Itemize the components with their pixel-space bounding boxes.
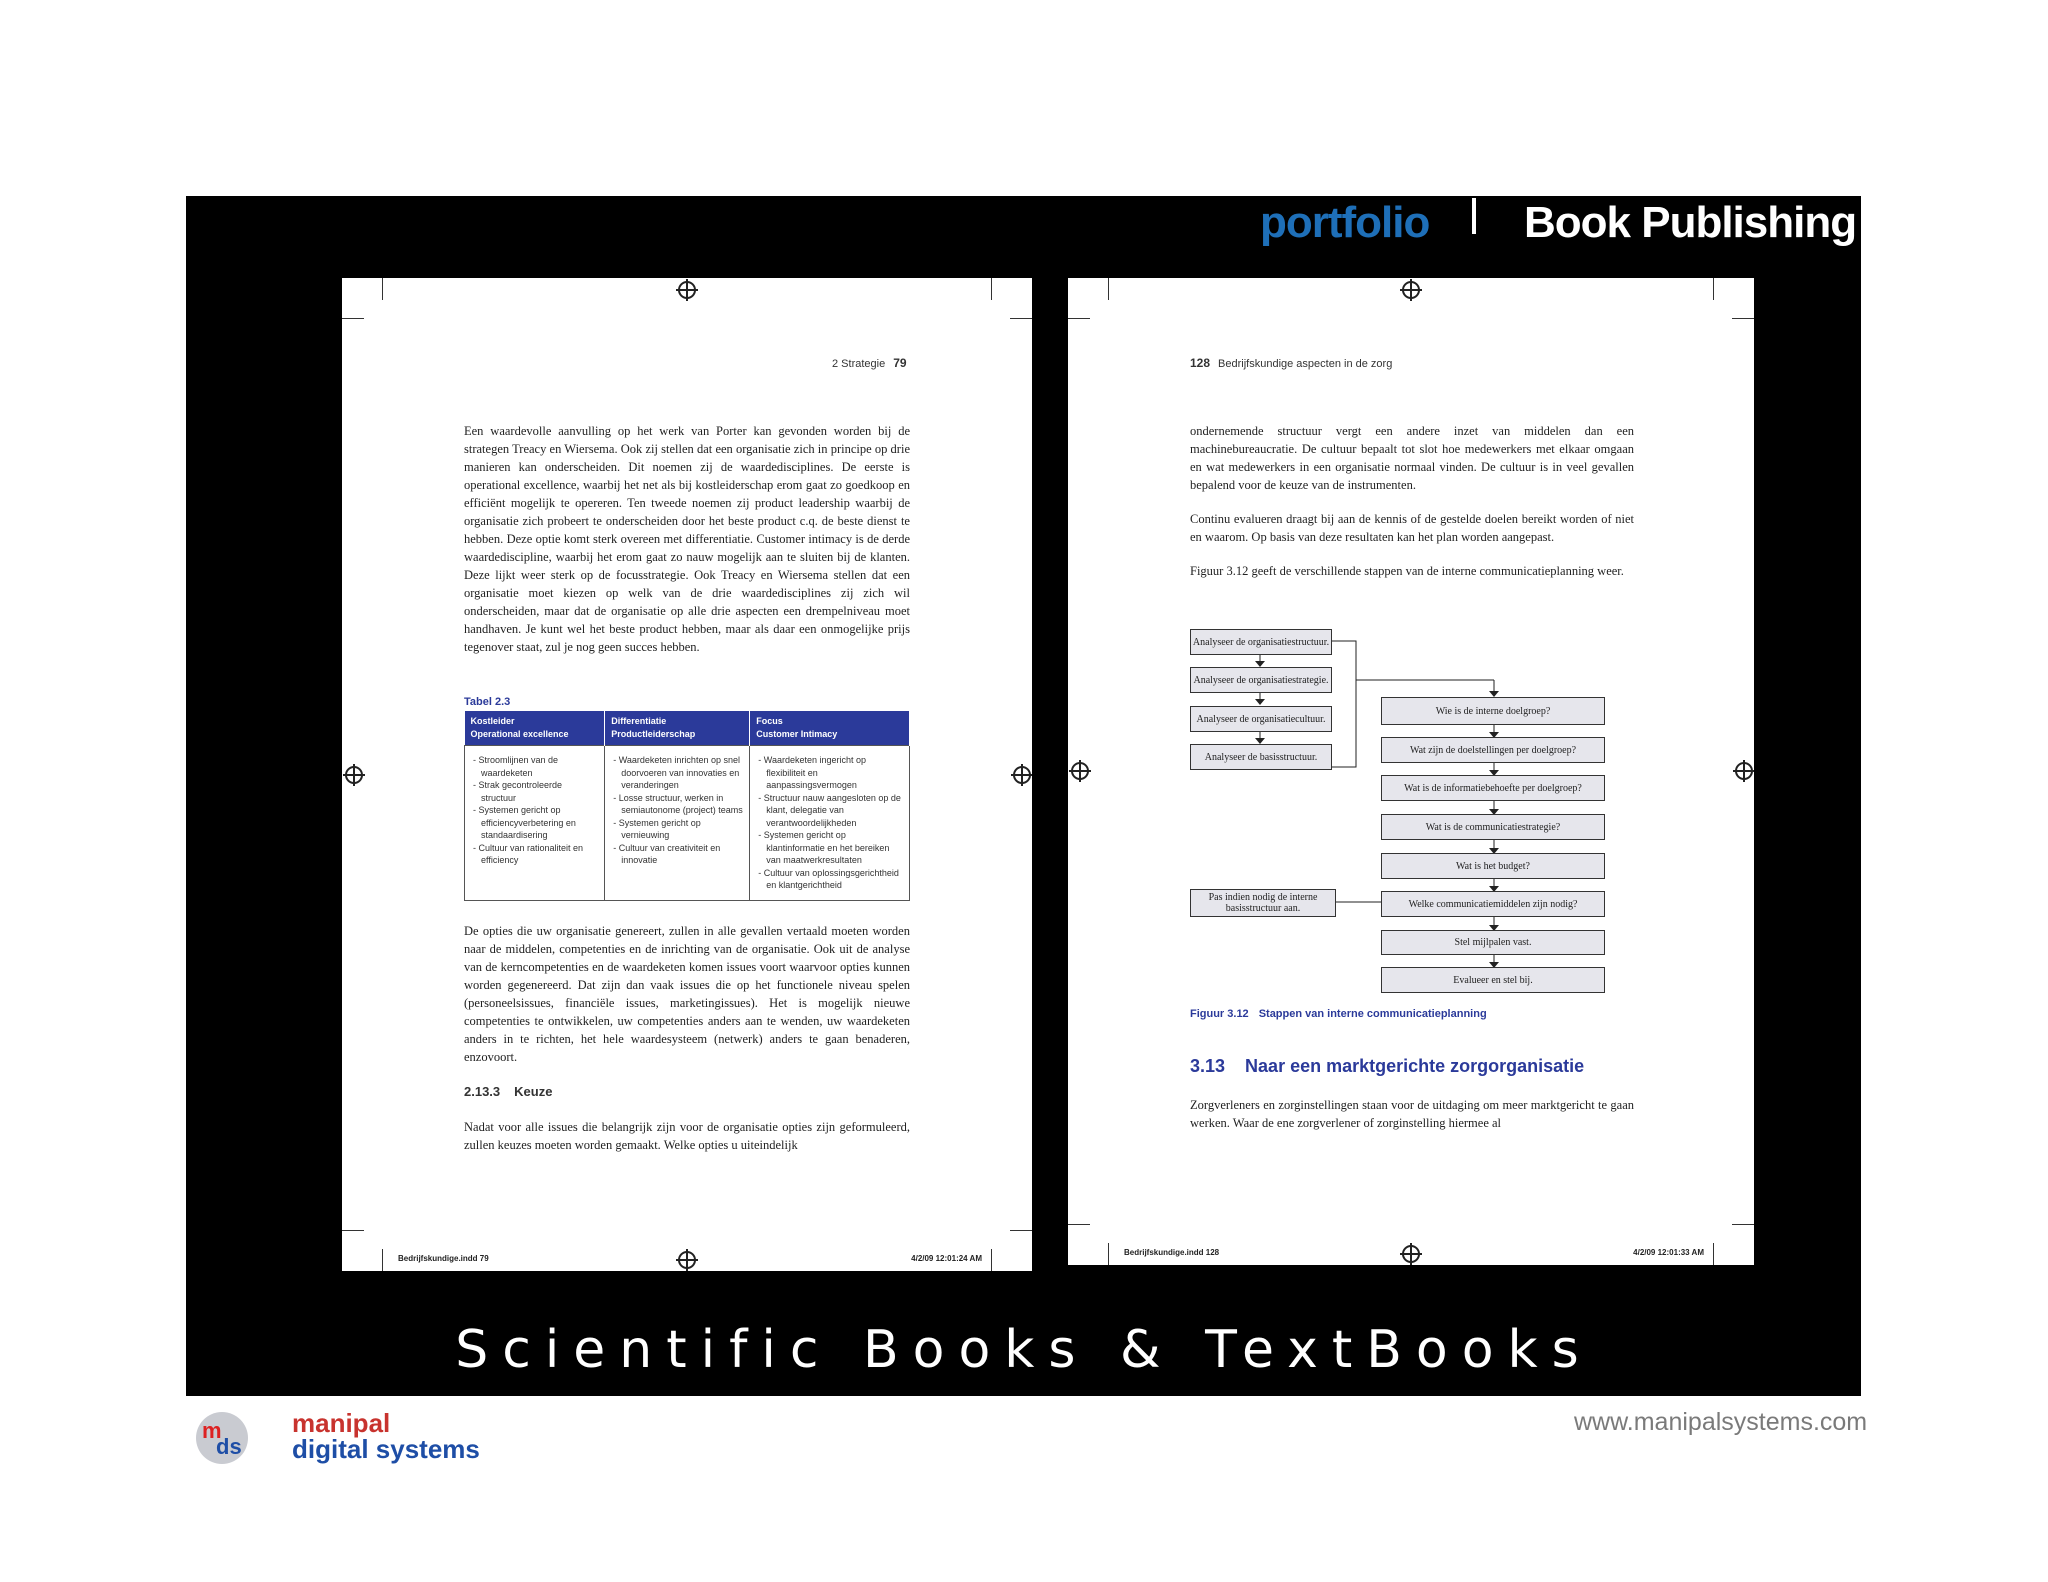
right-book-page (1068, 278, 1754, 1265)
portfolio-label: portfolio (1260, 198, 1430, 247)
print-slug: Bedrijfskundige.indd 128 (1124, 1248, 1220, 1257)
table-cell: - Waardeketen inrichten op snel doorvoeren van innovaties en veranderingen - Losse structuur, werken in semiautonome (project) teams - Systemen gericht op vernieuwing - Cultuur van creativiteit en innovatie (605, 746, 750, 901)
table-cell: - Waardeketen ingericht op flexibiliteit en aanpassingsvermogen - Structuur nauw aangesloten op de klant, delegatie van verantwoordelijkheden - Systemen gericht op klantinformatie en het bereiken van maatwerkresultaten - Cultuur van oplossingsgerichtheid en klantgerichtheid (750, 746, 910, 901)
flow-step-box: Wat is het budget? (1381, 853, 1605, 879)
header-divider (1472, 198, 1476, 234)
footer-tagline: Scientific Books & TextBooks (455, 1320, 1593, 1380)
flow-step-box: Stel mijlpalen vast. (1381, 930, 1605, 955)
body-paragraph: Een waardevolle aanvulling op het werk van Porter kan gevonden worden bij de strategen Treacy en Wiersema. Ook zij stellen dat een organisatie zich in principe op drie manieren kan onderscheiden. Dit noemen zij de waardedisciplines. De eerste is operational excellence, waarbij het net als bij kostleiderschap erom gaat zo goedkoop en efficiënt mogelijk te opereren. Ten tweede noemen zij product leadership waarbij de organisatie zich probeert te onderscheiden door het beste product c.q. de beste dienst te hebben. Deze optie komt sterk overeen met differentiatie. Customer intimacy is de derde waardediscipline, waarbij het erom gaat zo nauw mogelijk aan te sluiten bij de klanten. Deze lijkt weer sterk op de focusstrategie. Ook Treacy en Wiersema stellen dat een organisatie moet kiezen op welk van de drie waardedisciplines zij zich wil onderscheiden, maar dat de organisatie op alle drie aspecten een drempelniveau moet handhaven. Je kunt wel het beste product hebben, maar als daar een onmogelijke prijs tegenover staat, zul je nog geen succes hebben. (464, 424, 910, 654)
manipal-logo (196, 1408, 496, 1468)
table-caption: Tabel 2.3 (464, 696, 511, 708)
table-cell: - Stroomlijnen van de waardeketen - Strak gecontroleerde structuur - Systemen gericht op efficiencyverbetering en standaardisering - Cultuur van rationaliteit en efficiency (465, 746, 605, 901)
body-paragraph: ondernemende structuur vergt een andere inzet van middelen dan een machinebureaucratie. De cultuur bepaalt tot slot hoe medewerkers met elkaar omgaan en wat medewerkers in een organisatie normaal vinden. De cultuur is in veel gevallen bepalend voor de keuze van de instrumenten. Continu evalueren draagt bij aan de kennis of de gestelde doelen bereikt worden of niet en waarom. Op basis van deze resultaten kan het plan worden aangepast. Figuur 3.12 geeft de verschillende stappen van de interne communicatieplanning weer. (1190, 424, 1634, 578)
flow-step-box: Welke communicatiemiddelen zijn nodig? (1381, 891, 1605, 917)
flow-step-box: Analyseer de basisstructuur. (1190, 744, 1332, 770)
flow-step-box: Wat is de informatiebehoefte per doelgroep? (1381, 775, 1605, 801)
table-header: Differentiatie Productleiderschap (605, 711, 750, 746)
logo-text: manipal (292, 1408, 391, 1438)
registration-mark-icon (1013, 766, 1031, 784)
flow-step-box: Wat zijn de doelstellingen per doelgroep? (1381, 737, 1605, 763)
body-paragraph: De opties die uw organisatie genereert, zullen in alle gevallen vertaald moeten worden naar de middelen, competenties en de inrichting van de organisatie. Ook uit de analyse van de kerncompetenties en de waardeketen komen issues voort waarvoor opties kunnen worden gegenereerd. Dat zijn dan vaak issues die op het functionele niveau spelen (personeelsissues, financiële issues, marketingissues). Het is mogelijk nieuwe competenties te ontwikkelen, uw competenties anders aan te wenden, uw waardeketen anders in te richten, het hele waardesysteem (netwerk) anders te gaan benaderen, enzovoort. (464, 924, 910, 1064)
flow-side-box: Pas indien nodig de interne basisstructuur aan. (1190, 889, 1336, 917)
registration-mark-icon (678, 281, 696, 299)
body-paragraph: Nadat voor alle issues die belangrijk zijn voor de organisatie opties zijn geformuleerd, zullen keuzes moeten worden gemaakt. Welke opties u uiteindelijk (464, 1120, 910, 1152)
body-paragraph: Zorgverleners en zorginstellingen staan voor de uitdaging om meer marktgericht te gaan werken. Waar de ene zorgverlener of zorginstelling hiermee al (1190, 1098, 1634, 1130)
flow-step-box: Wat is de communicatiestrategie? (1381, 814, 1605, 840)
print-slug: Bedrijfskundige.indd 79 (398, 1254, 489, 1263)
left-book-page (342, 278, 1032, 1271)
flow-step-box: Analyseer de organisatiecultuur. (1190, 706, 1332, 732)
flow-step-box: Evalueer en stel bij. (1381, 967, 1605, 993)
logo-text: digital systems (292, 1434, 480, 1464)
subsection-heading: 2.13.3 Keuze (464, 1084, 553, 1099)
logo-mark-icon: m ds (196, 1412, 248, 1464)
flow-step-box: Wie is de interne doelgroep? (1381, 697, 1605, 725)
print-slug: 4/2/09 12:01:33 AM (1633, 1248, 1704, 1257)
section-heading: 3.13 Naar een marktgerichte zorgorganisatie (1190, 1056, 1585, 1076)
website-link[interactable]: www.manipalsystems.com (1574, 1408, 1868, 1436)
print-slug: 4/2/09 12:01:24 AM (911, 1254, 982, 1263)
running-head: 2 Strategie 79 (832, 356, 907, 370)
registration-mark-icon (345, 766, 363, 784)
figure-caption: Figuur 3.12 Stappen van interne communicatieplanning (1190, 1008, 1487, 1020)
registration-mark-icon (678, 1251, 696, 1269)
running-head: 128 Bedrijfskundige aspecten in de zorg (1190, 356, 1393, 370)
value-disciplines-table (464, 711, 910, 901)
table-header: Focus Customer Intimacy (750, 711, 910, 746)
section-title: Book Publishing (1524, 198, 1857, 247)
table-header: Kostleider Operational excellence (465, 711, 605, 746)
flow-step-box: Analyseer de organisatiestrategie. (1190, 667, 1332, 693)
flow-step-box: Analyseer de organisatiestructuur. (1190, 629, 1332, 655)
